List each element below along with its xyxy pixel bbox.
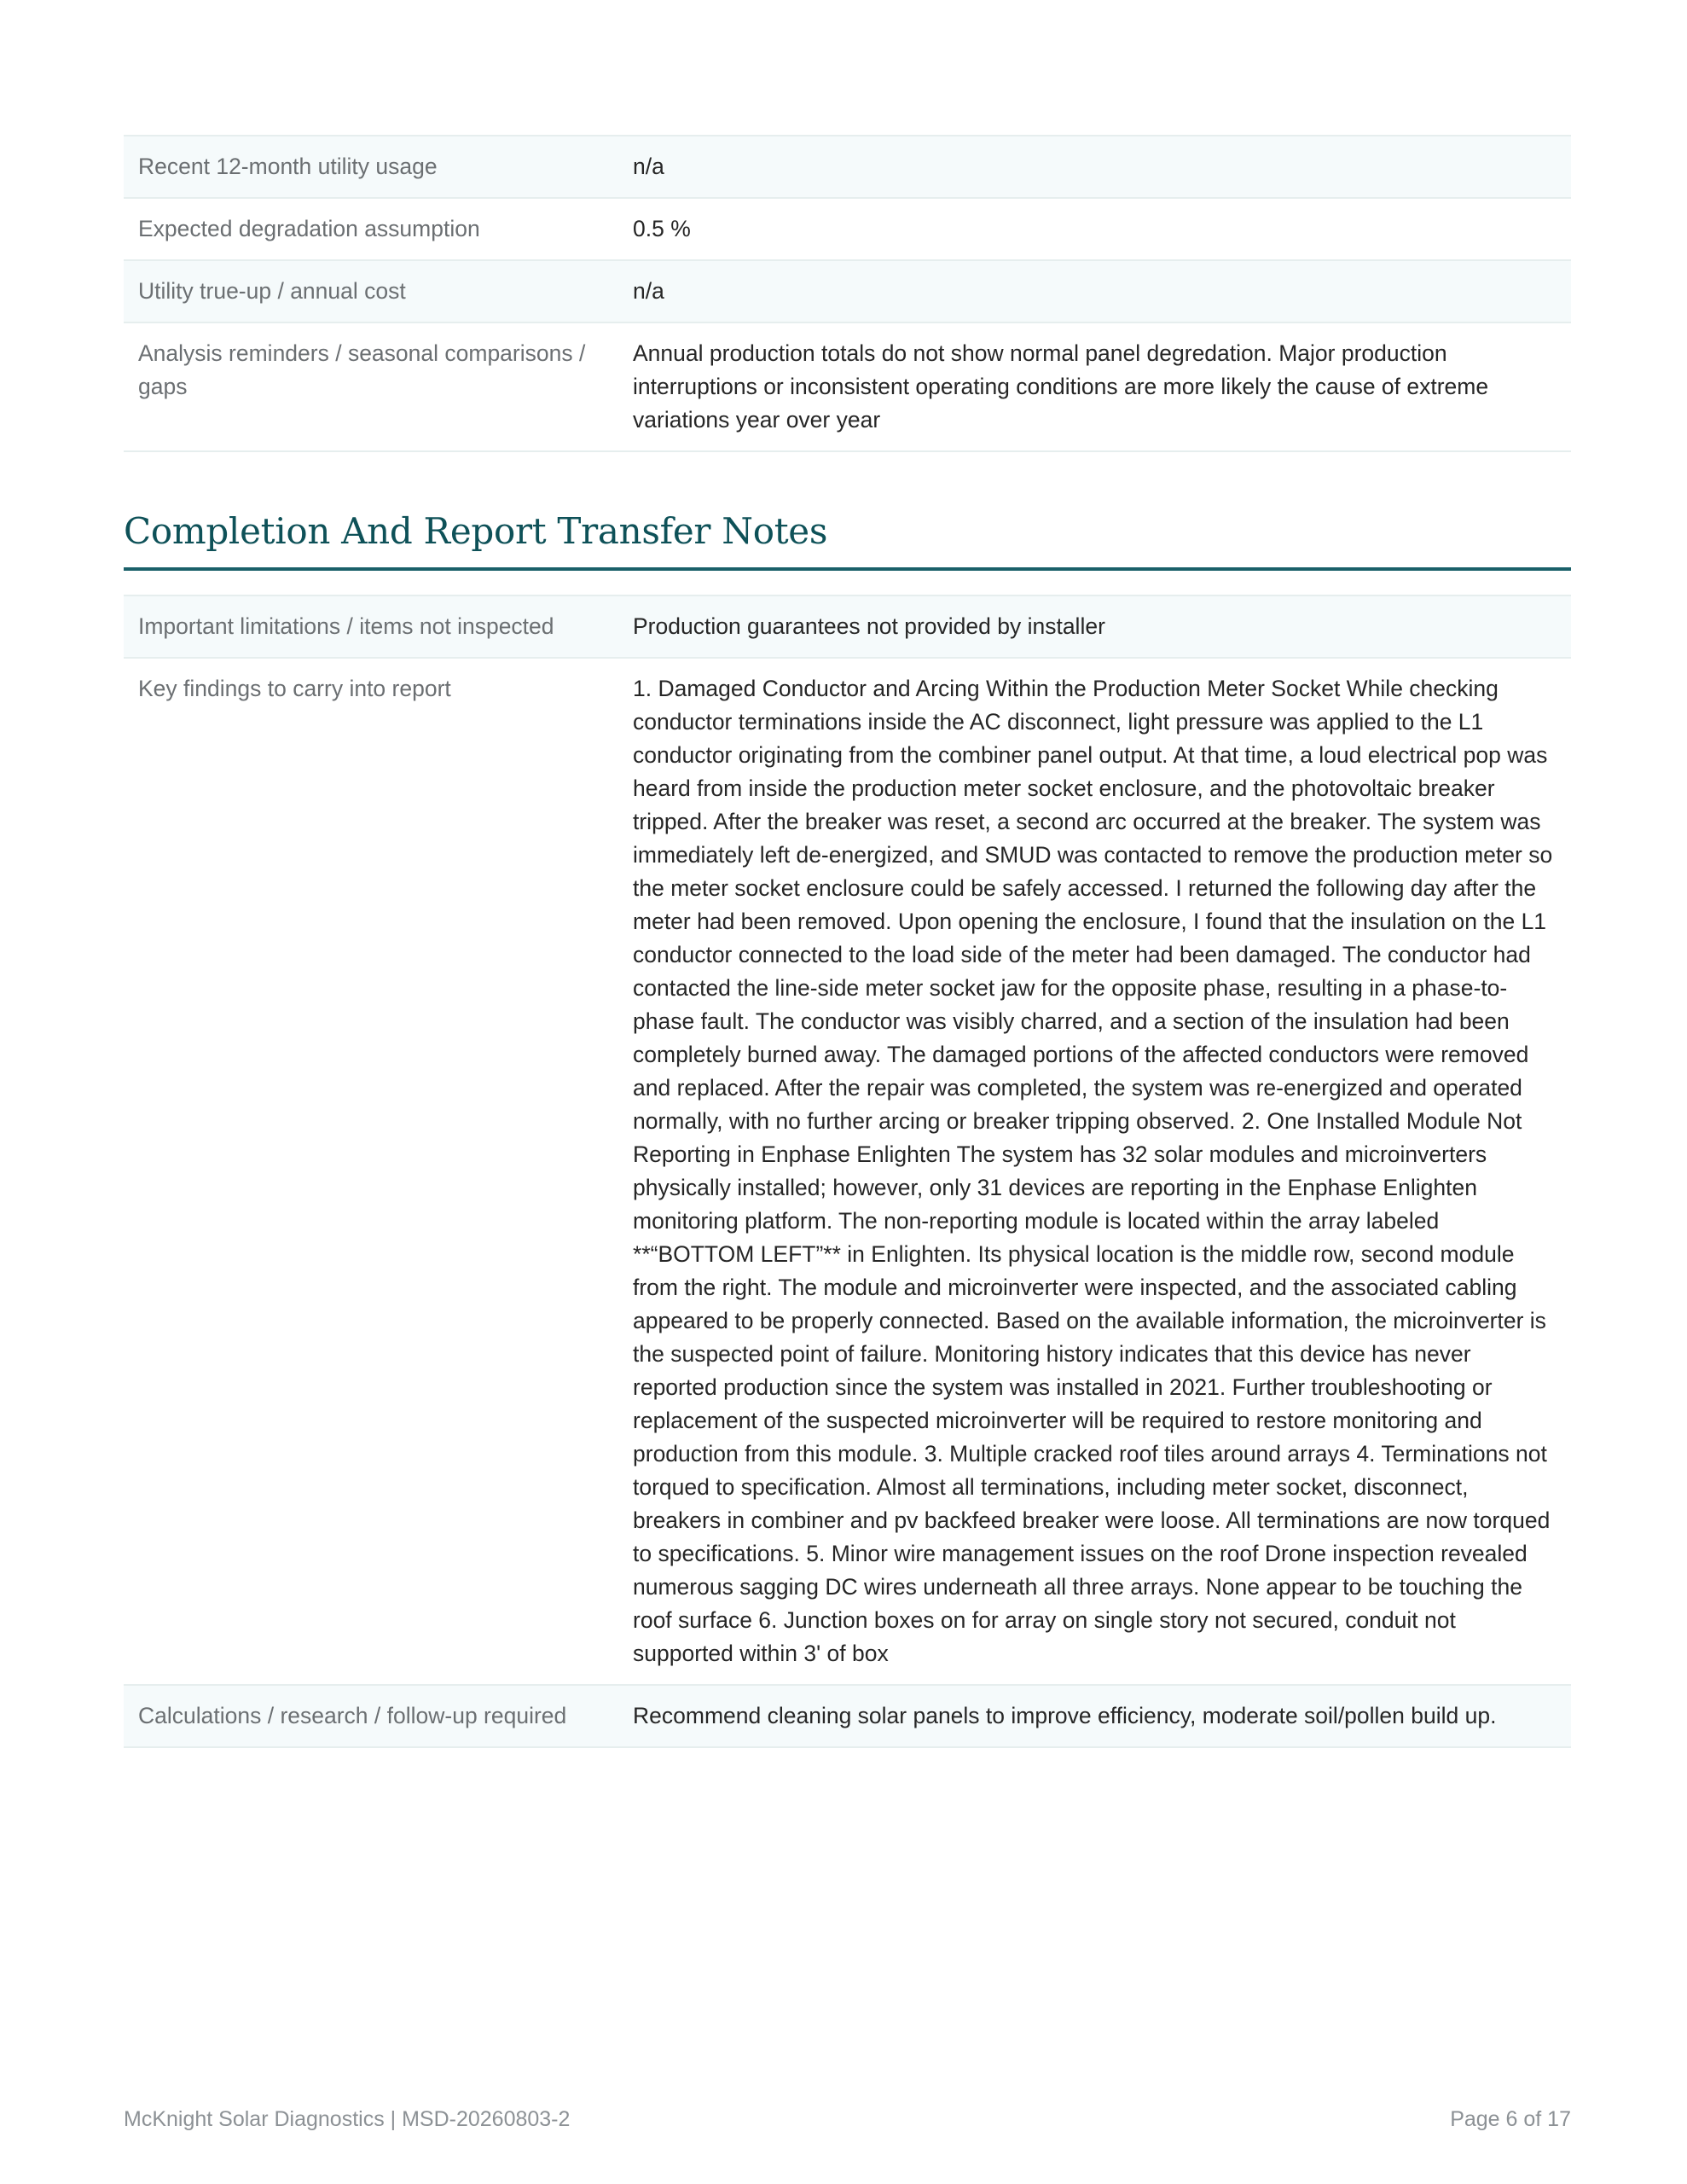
table-row	[124, 198, 1571, 260]
table-row	[124, 260, 1571, 322]
row-label: Important limitations / items not inspected	[124, 595, 616, 658]
footer-page-number: Page 6 of 17	[1450, 2107, 1571, 2131]
row-value: Recommend cleaning solar panels to improve efficiency, moderate soil/pollen build up.	[616, 1685, 1571, 1747]
section-title: Completion And Report Transfer Notes	[124, 510, 1571, 571]
table-row	[124, 595, 1571, 658]
table-row	[124, 136, 1571, 198]
section-spacer	[124, 571, 1571, 595]
row-label: Key findings to carry into report	[124, 658, 616, 1685]
row-label: Analysis reminders / seasonal comparisons / gaps	[124, 322, 616, 451]
row-value: n/a	[616, 260, 1571, 322]
table-row	[124, 1685, 1571, 1747]
table-row	[124, 322, 1571, 451]
notes-table	[124, 595, 1571, 1748]
row-value: Production guarantees not provided by installer	[616, 595, 1571, 658]
row-value: Annual production totals do not show normal panel degredation. Major production interruptions or inconsistent operating conditions are more likely the cause of extreme variations year over year	[616, 322, 1571, 451]
report-page	[124, 135, 1571, 1748]
summary-table	[124, 135, 1571, 452]
row-value: n/a	[616, 136, 1571, 198]
row-value: 0.5 %	[616, 198, 1571, 260]
row-label: Recent 12-month utility usage	[124, 136, 616, 198]
row-label: Utility true-up / annual cost	[124, 260, 616, 322]
row-label: Calculations / research / follow-up required	[124, 1685, 616, 1747]
footer-company-ref: McKnight Solar Diagnostics | MSD-20260803-2	[124, 2107, 571, 2131]
row-value: 1. Damaged Conductor and Arcing Within the Production Meter Socket While checking conductor terminations inside the AC disconnect, light pressure was applied to the L1 conductor originating from the combiner panel output. At that time, a loud electrical pop was heard from inside the production meter socket enclosure, and the photovoltaic breaker tripped. After the breaker was reset, a second arc occurred at the breaker. The system was immediately left de-energized, and SMUD was contacted to remove the production meter so the meter socket enclosure could be safely accessed. I returned the following day after the meter had been removed. Upon opening the enclosure, I found that the insulation on the L1 conductor connected to the load side of the meter had been damaged. The conductor had contacted the line-side meter socket jaw for the opposite phase, resulting in a phase-to-phase fault. The conductor was visibly charred, and a section of the insulation had been completely burned away. The damaged portions of the affected conductors were removed and replaced. After the repair was completed, the system was re-energized and operated normally, with no further arcing or breaker tripping observed. 2. One Installed Module Not Reporting in Enphase Enlighten The system has 32 solar modules and microinverters physically installed; however, only 31 devices are reporting in the Enphase Enlighten monitoring platform. The non-reporting module is located within the array labeled **“BOTTOM LEFT”** in Enlighten. Its physical location is the middle row, second module from the right. The module and microinverter were inspected, and the associated cabling appeared to be properly connected. Based on the available information, the microinverter is the suspected point of failure. Monitoring history indicates that this device has never reported production since the system was installed in 2021. Further troubleshooting or replacement of the suspected microinverter will be required to restore monitoring and production from this module. 3. Multiple cracked roof tiles around arrays 4. Terminations not torqued to specification. Almost all terminations, including meter socket, disconnect, breakers in combiner and pv backfeed breaker were loose. All terminations are now torqued to specifications. 5. Minor wire management issues on the roof Drone inspection revealed numerous sagging DC wires underneath all three arrays. None appear to be touching the roof surface 6. Junction boxes on for array on single story not secured, conduit not supported within 3' of box	[616, 658, 1571, 1685]
table-row	[124, 658, 1571, 1685]
row-label: Expected degradation assumption	[124, 198, 616, 260]
